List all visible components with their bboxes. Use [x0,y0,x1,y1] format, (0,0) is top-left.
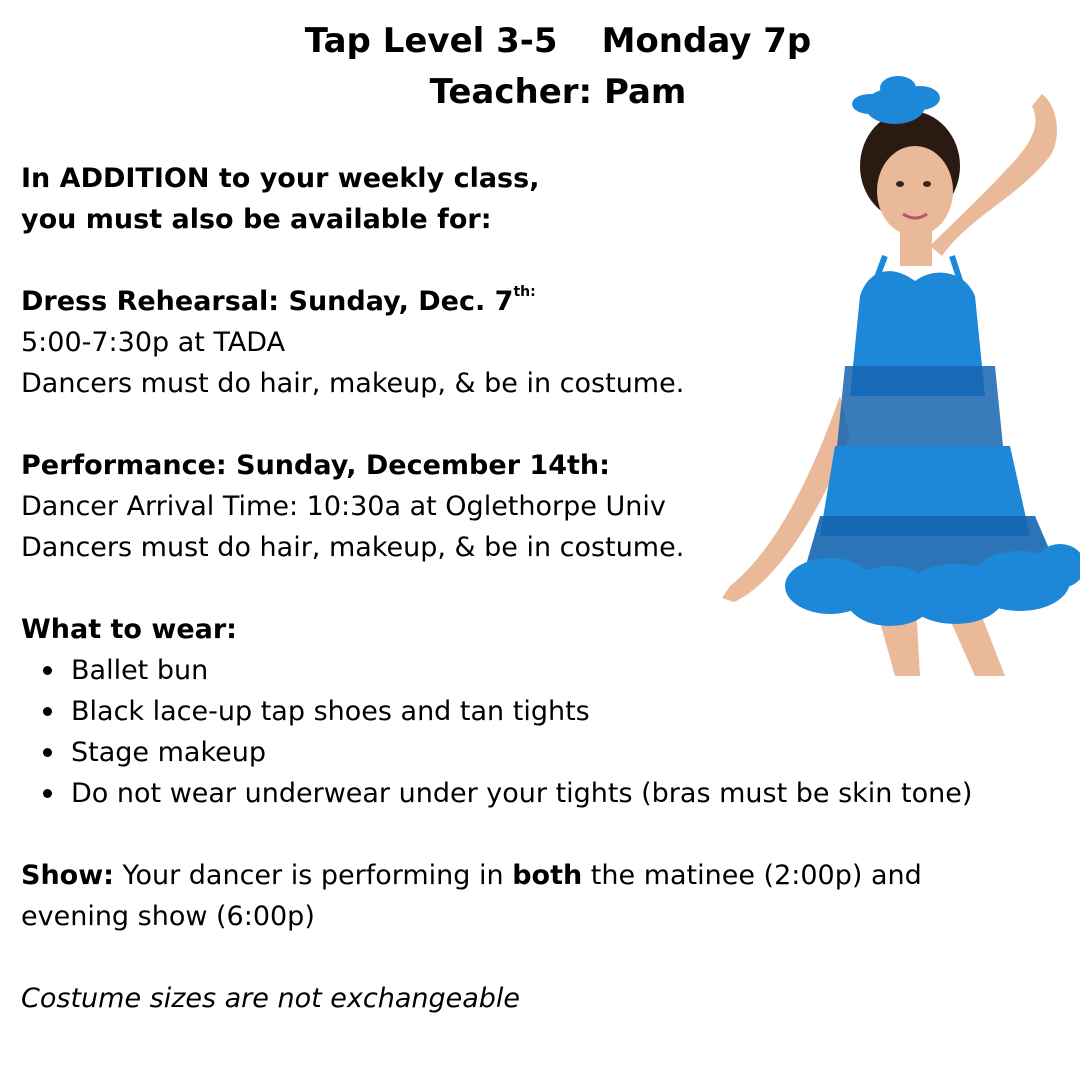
bullet-icon [43,707,52,716]
intro-line-2: you must also be available for: [21,204,492,235]
teacher-line: Teacher: Pam [429,72,687,112]
dancer-photo [720,66,1080,676]
bullet-icon [43,666,52,675]
header-line-1 [0,16,1080,67]
intro-line-1: In ADDITION to your weekly class, [21,163,540,194]
performance-note: Dancers must do hair, makeup, & be in costume. [21,532,685,563]
bullet-icon [43,748,52,757]
dress-rehearsal-heading-text: Dress Rehearsal: Sunday, Dec. 7 [21,286,514,317]
show-line-2: evening show (6:00p) [21,901,315,932]
class-name: Tap Level 3-5 [304,21,558,61]
performance-heading: Performance: Sunday, December 14th: [21,450,610,481]
show-emphasis: both [512,860,583,891]
list-item: Black lace-up tap shoes and tan tights [21,691,1071,732]
dress-rehearsal-time: 5:00-7:30p at TADA [21,327,286,358]
show-label: Show: [21,860,114,891]
dress-rehearsal-note: Dancers must do hair, makeup, & be in costume. [21,368,685,399]
show-line-1: Show: Your dancer is performing in both the matinee (2:00p) and [21,860,922,891]
list-item: Stage makeup [21,732,1071,773]
list-item: Do not wear underwear under your tights (bras must be skin tone) [21,773,1071,814]
dress-rehearsal-ordinal: th: [513,284,536,300]
class-time: Monday 7p [601,21,812,61]
list-item: Ballet bun [21,650,1071,691]
performance-arrival: Dancer Arrival Time: 10:30a at Oglethorpe Univ [21,491,666,522]
bullet-icon [43,789,52,798]
what-to-wear-heading: What to wear: [21,614,237,645]
costume-note: Costume sizes are not exchangeable [21,983,521,1014]
